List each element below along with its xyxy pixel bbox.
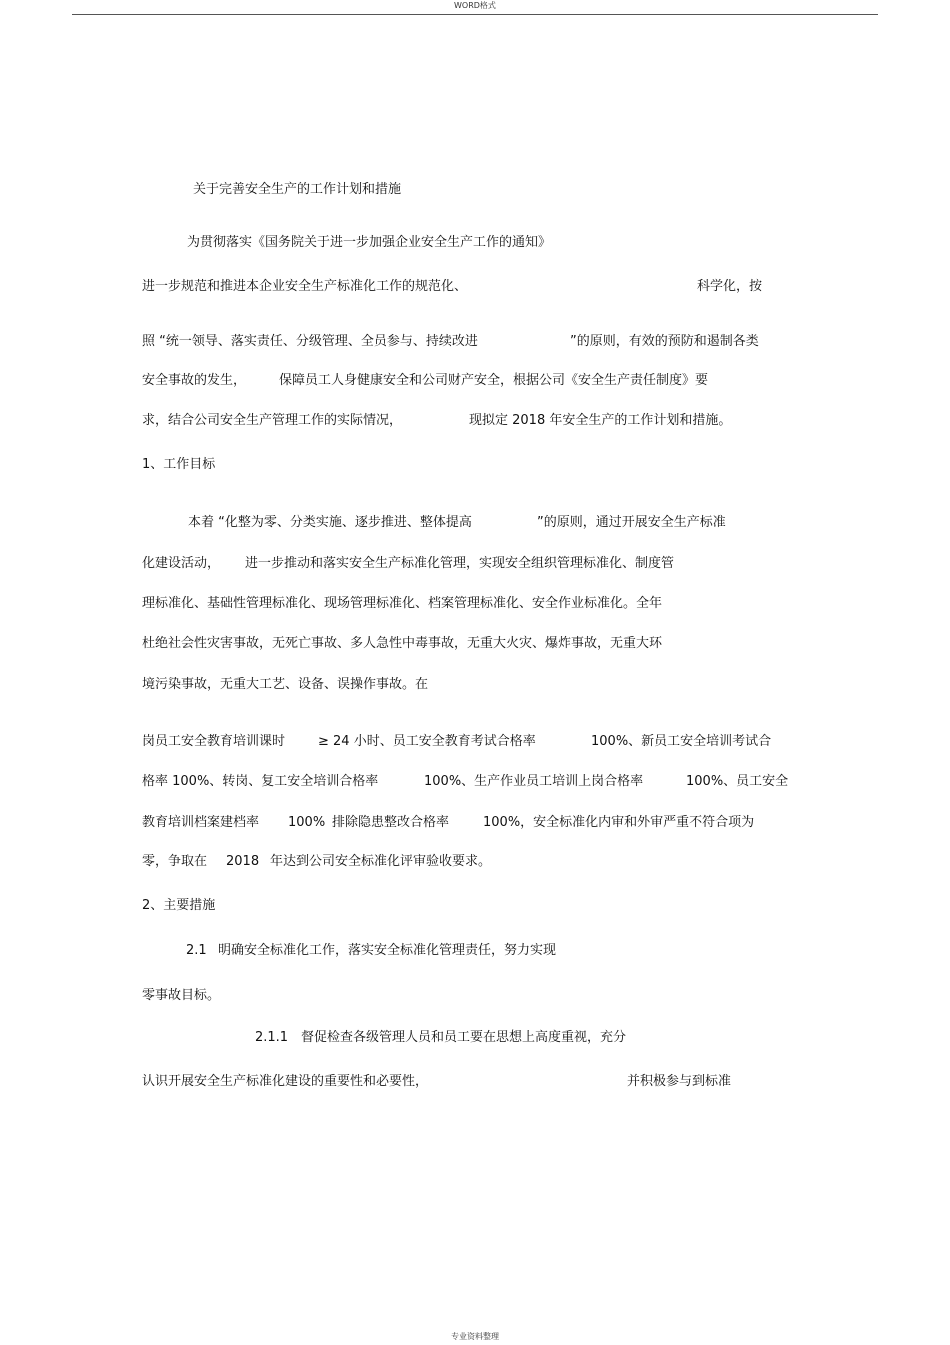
text-line-12a: 岗员工安全教育培训课时 bbox=[142, 734, 286, 749]
text-line-2a: 进一步规范和推进本企业安全生产标准化工作的规范化、 bbox=[142, 279, 468, 294]
text-line-8b: 进一步推动和落实安全生产标准化管理，实现安全组织管理标准化、制度管 bbox=[245, 556, 675, 571]
section-heading-2: 2、主要措施 bbox=[142, 898, 216, 913]
header-label: WORD格式 bbox=[454, 1, 496, 10]
text-line-5b: 现拟定 2018 年安全生产的工作计划和措施。 bbox=[469, 413, 732, 428]
text-line-3a: 照 “统一领导、落实责任、分级管理、全员参与、持续改进 bbox=[142, 334, 478, 349]
text-line-14a: 教育培训档案建档率 bbox=[142, 815, 260, 830]
text-line-12c: 100%、新员工安全培训考试合 bbox=[591, 734, 772, 749]
text-line-10: 杜绝社会性灾害事故，无死亡事故、多人急性中毒事故，无重大火灾、爆炸事故，无重大环 bbox=[142, 636, 663, 651]
text-line-7b: ”的原则，通过开展安全生产标准 bbox=[537, 515, 726, 530]
text-line-14d: 100%，安全标准化内审和外审严重不符合项为 bbox=[483, 815, 755, 830]
section-heading-1: 1、工作目标 bbox=[142, 457, 216, 472]
text-line-15a: 零，争取在 bbox=[142, 854, 208, 869]
page-header bbox=[0, 0, 950, 12]
text-line-5a: 求，结合公司安全生产管理工作的实际情况， bbox=[142, 413, 403, 428]
text-line-13b: 100%、生产作业员工培训上岗合格率 bbox=[424, 774, 644, 789]
text-line-13a: 格率 100%、转岗、复工安全培训合格率 bbox=[142, 774, 379, 789]
text-line-13c: 100%、员工安全 bbox=[686, 774, 789, 789]
text-line-1: 为贯彻落实《国务院关于进一步加强企业安全生产工作的通知》 bbox=[187, 235, 552, 250]
text-line-2b: 科学化，按 bbox=[697, 279, 763, 294]
text-line-7a: 本着 “化整为零、分类实施、逐步推进、整体提高 bbox=[188, 515, 472, 530]
text-line-14b: 100% bbox=[288, 815, 326, 830]
text-line-14c: 排除隐患整改合格率 bbox=[332, 815, 450, 830]
header-rule bbox=[72, 14, 878, 15]
text-line-4b: 保障员工人身健康安全和公司财产安全，根据公司《安全生产责任制度》要 bbox=[279, 373, 709, 388]
subsection-text-2-1-1: 督促检查各级管理人员和员工要在思想上高度重视，充分 bbox=[301, 1030, 627, 1045]
subsection-text-2-1: 明确安全标准化工作，落实安全标准化管理责任，努力实现 bbox=[218, 943, 557, 958]
page-footer: 专业资料整理 bbox=[451, 1332, 499, 1341]
text-line-20a: 认识开展安全生产标准化建设的重要性和必要性， bbox=[142, 1074, 429, 1089]
text-line-12b: ≥ 24 小时、员工安全教育考试合格率 bbox=[318, 734, 536, 749]
text-line-9: 理标准化、基础性管理标准化、现场管理标准化、档案管理标准化、安全作业标准化。全年 bbox=[142, 596, 663, 611]
document-title: 关于完善安全生产的工作计划和措施 bbox=[193, 182, 402, 197]
text-line-15b: 2018 bbox=[226, 854, 260, 869]
text-line-11: 境污染事故，无重大工艺、设备、误操作事故。在 bbox=[142, 677, 429, 692]
text-line-20b: 并积极参与到标准 bbox=[627, 1074, 732, 1089]
subsection-number-2-1: 2.1 bbox=[186, 943, 207, 958]
text-line-15c: 年达到公司安全标准化评审验收要求。 bbox=[270, 854, 492, 869]
text-line-18: 零事故目标。 bbox=[142, 988, 221, 1003]
text-line-3b: ”的原则，有效的预防和遏制各类 bbox=[570, 334, 759, 349]
subsection-number-2-1-1: 2.1.1 bbox=[255, 1030, 289, 1045]
text-line-8a: 化建设活动， bbox=[142, 556, 221, 571]
text-line-4a: 安全事故的发生， bbox=[142, 373, 247, 388]
